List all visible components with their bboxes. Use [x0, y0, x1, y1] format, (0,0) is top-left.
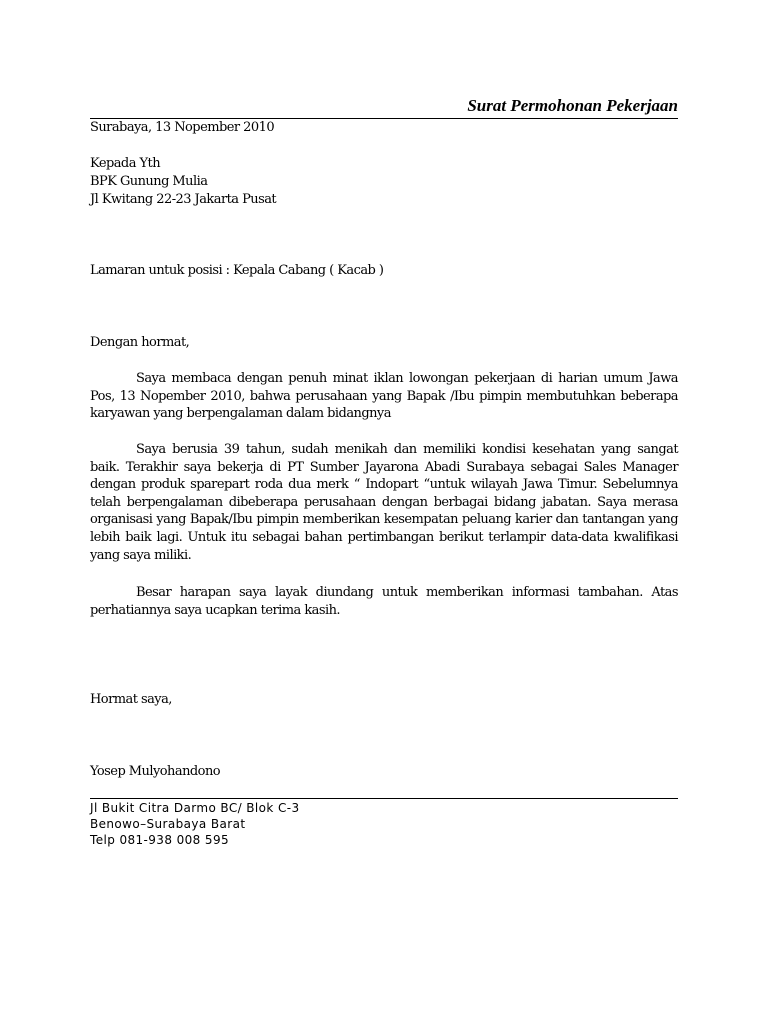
letter-date: Surabaya, 13 Nopember 2010 [90, 120, 275, 135]
recipient-line-3: Jl Kwitang 22-23 Jakarta Pusat [90, 192, 277, 207]
letter-title: Surat Permohonan Pekerjaan [467, 96, 678, 115]
signer-name: Yosep Mulyohandono [90, 764, 221, 779]
footer-divider [90, 798, 678, 799]
recipient-line-2: BPK Gunung Mulia [90, 174, 208, 189]
sender-address-line-2: Benowo–Surabaya Barat [90, 817, 246, 831]
letter-salutation: Dengan hormat, [90, 335, 190, 350]
sender-address-line-1: Jl Bukit Citra Darmo BC/ Blok C-3 [90, 801, 300, 815]
body-paragraph-3: Besar harapan saya layak diundang untuk memberikan informasi tambahan. Atas perhatiannya saya ucapkan terima kasih. [90, 585, 678, 618]
letter-subject: Lamaran untuk posisi : Kepala Cabang ( Kacab ) [90, 263, 384, 278]
body-paragraph-2: Saya berusia 39 tahun, sudah menikah dan memiliki kondisi kesehatan yang sangat baik. Terakhir saya bekerja di PT Sumber Jayarona Abadi Surabaya sebagai Sales Manager dengan produk sparepart roda dua merk “ Indopart “untuk wilayah Jawa Timur. Sebelumnya telah berpengalaman dibeberapa perusahaan dengan berbagai bidang jabatan. Saya merasa organisasi yang Bapak/Ibu pimpin memberikan kesempatan peluang karier dan tantangan yang lebih baik lagi. Untuk itu sebagai bahan pertimbangan berikut terlampir data-data kwalifikasi yang saya miliki. [90, 442, 678, 563]
sender-phone: Telp 081-938 008 595 [90, 833, 230, 847]
sender-contact [90, 800, 299, 848]
letter-closing: Hormat saya, [90, 692, 172, 707]
recipient-line-1: Kepada Yth [90, 156, 161, 171]
body-paragraph-1: Saya membaca dengan penuh minat iklan lowongan pekerjaan di harian umum Jawa Pos, 13 Nopember 2010, bahwa perusahaan yang Bapak /Ibu pimpin membutuhkan beberapa karyawan yang berpengalaman dalam bidangnya [90, 371, 678, 422]
